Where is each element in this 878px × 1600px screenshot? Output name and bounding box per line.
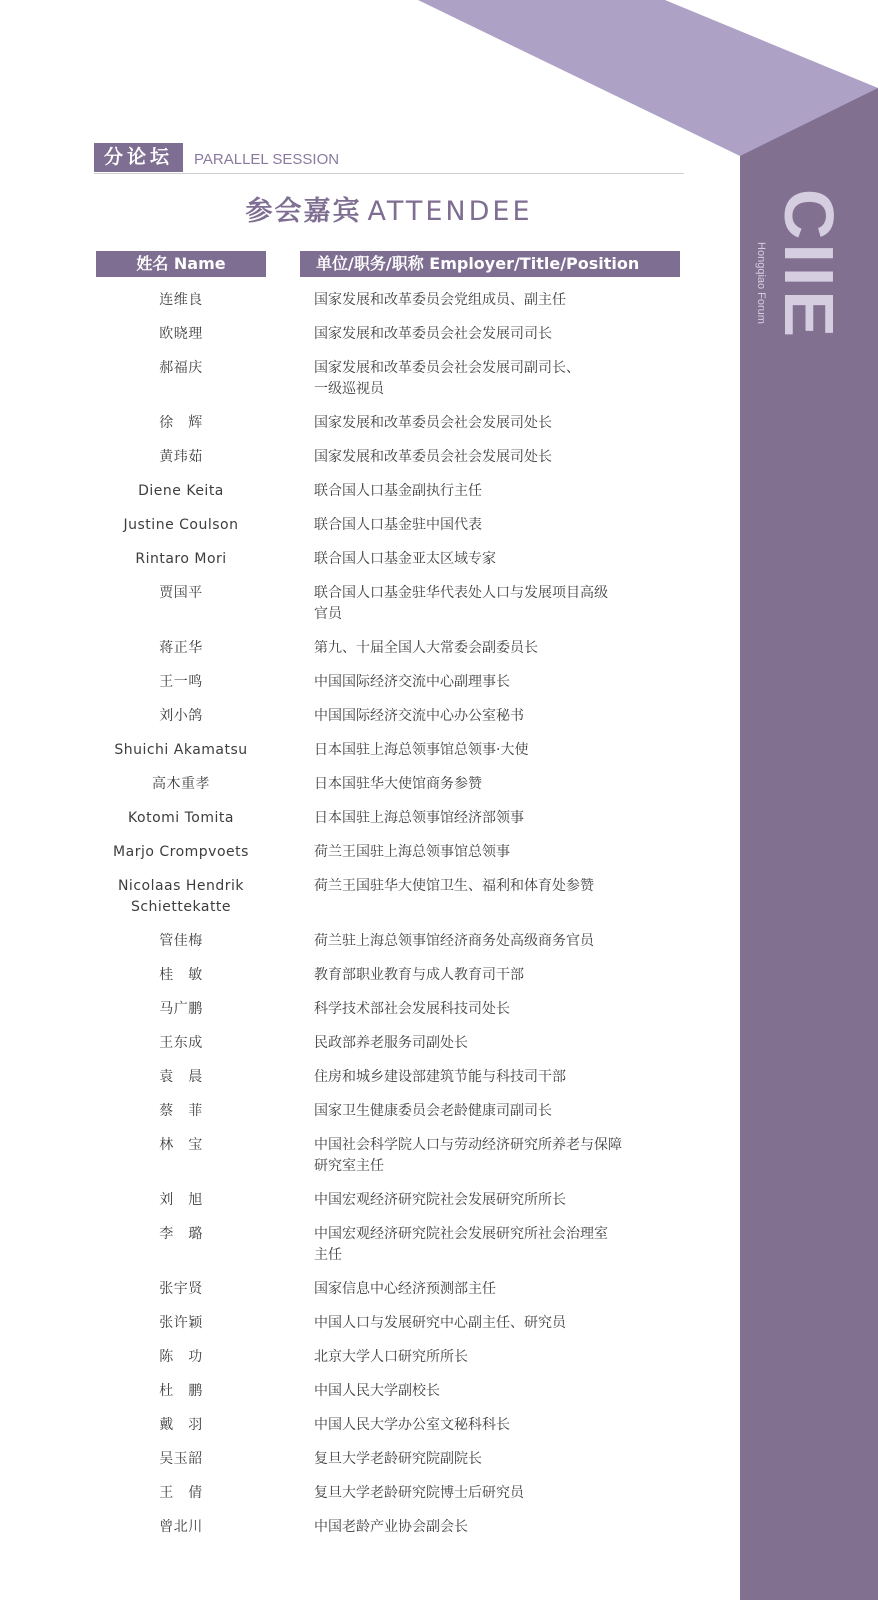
attendee-name: 管佳梅	[159, 933, 203, 949]
attendee-position: 联合国人口基金亚太区域专家	[314, 551, 496, 567]
attendee-name: Kotomi Tomita	[128, 810, 234, 826]
table-row	[96, 1381, 686, 1402]
ciie-logo	[770, 186, 848, 344]
attendee-name: Marjo Crompvoets	[113, 844, 249, 860]
attendee-name: 袁 晨	[159, 1069, 203, 1085]
attendee-name: 陈 功	[159, 1349, 203, 1365]
table-row	[96, 1135, 686, 1177]
table-row	[96, 808, 686, 829]
attendee-name: 欧晓理	[159, 326, 203, 342]
attendee-position: 日本国驻上海总领事馆经济部领事	[314, 810, 524, 826]
attendee-position: 国家发展和改革委员会社会发展司副司长、 一级巡视员	[314, 360, 580, 397]
attendee-position: 中国人民大学办公室文秘科科长	[314, 1417, 510, 1433]
attendee-name: 徐 辉	[159, 415, 203, 431]
table-row	[96, 1449, 686, 1470]
attendee-position: 日本国驻华大使馆商务参赞	[314, 776, 482, 792]
attendee-position: 联合国人口基金驻中国代表	[314, 517, 482, 533]
page-title-english: ATTENDEE	[367, 196, 533, 227]
page-title-chinese: 参会嘉宾	[245, 196, 362, 227]
table-row	[96, 706, 686, 727]
table-row	[96, 324, 686, 345]
table-row	[96, 413, 686, 434]
session-header	[94, 143, 684, 174]
attendee-position: 中国宏观经济研究院社会发展研究所社会治理室 主任	[314, 1226, 608, 1263]
attendee-position: 国家信息中心经济预测部主任	[314, 1281, 496, 1297]
attendee-name: 王一鸣	[159, 674, 203, 690]
column-header-name: 姓名 Name	[96, 251, 266, 277]
attendee-position: 复旦大学老龄研究院博士后研究员	[314, 1485, 524, 1501]
table-row	[96, 515, 686, 536]
attendee-name: Nicolaas Hendrik Schiettekatte	[117, 878, 245, 915]
table-row	[96, 1415, 686, 1436]
attendee-name: 桂 敏	[159, 967, 203, 983]
table-row	[96, 638, 686, 659]
attendee-name: Rintaro Mori	[135, 551, 227, 567]
table-row	[96, 358, 686, 400]
table-row	[96, 481, 686, 502]
attendee-position: 教育部职业教育与成人教育司干部	[314, 967, 524, 983]
attendee-name: 王东成	[159, 1035, 203, 1051]
hongqiao-forum-label: Hongqiao Forum	[755, 242, 767, 324]
table-row	[96, 1483, 686, 1504]
attendee-position: 中国老龄产业协会副会长	[314, 1519, 468, 1535]
attendee-position: 日本国驻上海总领事馆总领事·大使	[314, 742, 529, 758]
attendee-position: 中国人民大学副校长	[314, 1383, 440, 1399]
table-row	[96, 290, 686, 311]
table-row	[96, 1190, 686, 1211]
attendee-position: 复旦大学老龄研究院副院长	[314, 1451, 482, 1467]
attendee-position: 中国国际经济交流中心副理事长	[314, 674, 510, 690]
attendee-position: 国家发展和改革委员会社会发展司司长	[314, 326, 552, 342]
table-row	[96, 740, 686, 761]
attendee-position: 住房和城乡建设部建筑节能与科技司干部	[314, 1069, 566, 1085]
attendee-position: 国家发展和改革委员会党组成员、副主任	[314, 292, 566, 308]
attendee-name: Diene Keita	[138, 483, 224, 499]
attendee-position: 科学技术部社会发展科技司处长	[314, 1001, 510, 1017]
attendee-name: 蒋正华	[159, 640, 203, 656]
table-row	[96, 842, 686, 863]
attendee-name: 王 倩	[159, 1485, 203, 1501]
attendee-name: 张许颖	[159, 1315, 203, 1331]
table-row	[96, 1313, 686, 1334]
session-badge: 分论坛	[94, 143, 183, 172]
table-row	[96, 774, 686, 795]
attendee-position: 第九、十届全国人大常委会副委员长	[314, 640, 538, 656]
attendee-position: 国家发展和改革委员会社会发展司处长	[314, 415, 552, 431]
attendee-name: 马广鹏	[159, 1001, 203, 1017]
column-header-position: 单位/职务/职称 Employer/Title/Position	[300, 251, 680, 277]
attendee-position: 联合国人口基金驻华代表处人口与发展项目高级 官员	[314, 585, 608, 622]
table-row	[96, 1067, 686, 1088]
attendee-name: Shuichi Akamatsu	[114, 742, 248, 758]
table-row	[96, 672, 686, 693]
attendee-name: 蔡 菲	[159, 1103, 203, 1119]
attendee-position: 中国国际经济交流中心办公室秘书	[314, 708, 524, 724]
attendee-name: 杜 鹏	[159, 1383, 203, 1399]
table-row	[96, 1347, 686, 1368]
attendee-position: 民政部养老服务司副处长	[314, 1035, 468, 1051]
attendee-position: 荷兰驻上海总领事馆经济商务处高级商务官员	[314, 933, 594, 949]
attendee-name: 高木重孝	[152, 776, 210, 792]
table-row	[96, 1279, 686, 1300]
attendee-name: 贾国平	[159, 585, 203, 601]
table-row	[96, 931, 686, 952]
attendee-name: 郝福庆	[159, 360, 203, 376]
table-row	[96, 1224, 686, 1266]
table-row	[96, 999, 686, 1020]
attendee-name: 戴 羽	[159, 1417, 203, 1433]
table-row	[96, 1517, 686, 1538]
attendee-name: 连维良	[159, 292, 203, 308]
attendee-position: 中国宏观经济研究院社会发展研究所所长	[314, 1192, 566, 1208]
attendee-name: 黄玮茹	[159, 449, 203, 465]
attendee-name: 李 璐	[159, 1226, 203, 1242]
attendee-position: 国家卫生健康委员会老龄健康司副司长	[314, 1103, 552, 1119]
attendee-name: 曾北川	[159, 1519, 203, 1535]
attendee-position: 北京大学人口研究所所长	[314, 1349, 468, 1365]
table-row	[96, 1033, 686, 1054]
attendee-name: 刘小鸽	[159, 708, 203, 724]
attendee-position: 荷兰王国驻上海总领事馆总领事	[314, 844, 510, 860]
attendee-position: 国家发展和改革委员会社会发展司处长	[314, 449, 552, 465]
attendee-position: 中国人口与发展研究中心副主任、研究员	[314, 1315, 566, 1331]
table-row	[96, 965, 686, 986]
page-title	[94, 194, 684, 230]
table-row	[96, 1101, 686, 1122]
session-english-label: PARALLEL SESSION	[194, 151, 340, 168]
table-row	[96, 876, 686, 918]
attendee-name: 刘 旭	[159, 1192, 203, 1208]
attendee-name: 吴玉韶	[159, 1451, 203, 1467]
ciie-logo-text: CIIE	[770, 188, 848, 342]
attendee-name: Justine Coulson	[123, 517, 239, 533]
attendee-name: 林 宝	[159, 1137, 203, 1153]
attendee-position: 中国社会科学院人口与劳动经济研究所养老与保障 研究室主任	[314, 1137, 622, 1174]
table-row	[96, 447, 686, 468]
attendee-position: 联合国人口基金副执行主任	[314, 483, 482, 499]
table-row	[96, 549, 686, 570]
attendee-position: 荷兰王国驻华大使馆卫生、福利和体育处参赞	[314, 878, 594, 894]
table-row	[96, 583, 686, 625]
attendee-name: 张宇贤	[159, 1281, 203, 1297]
